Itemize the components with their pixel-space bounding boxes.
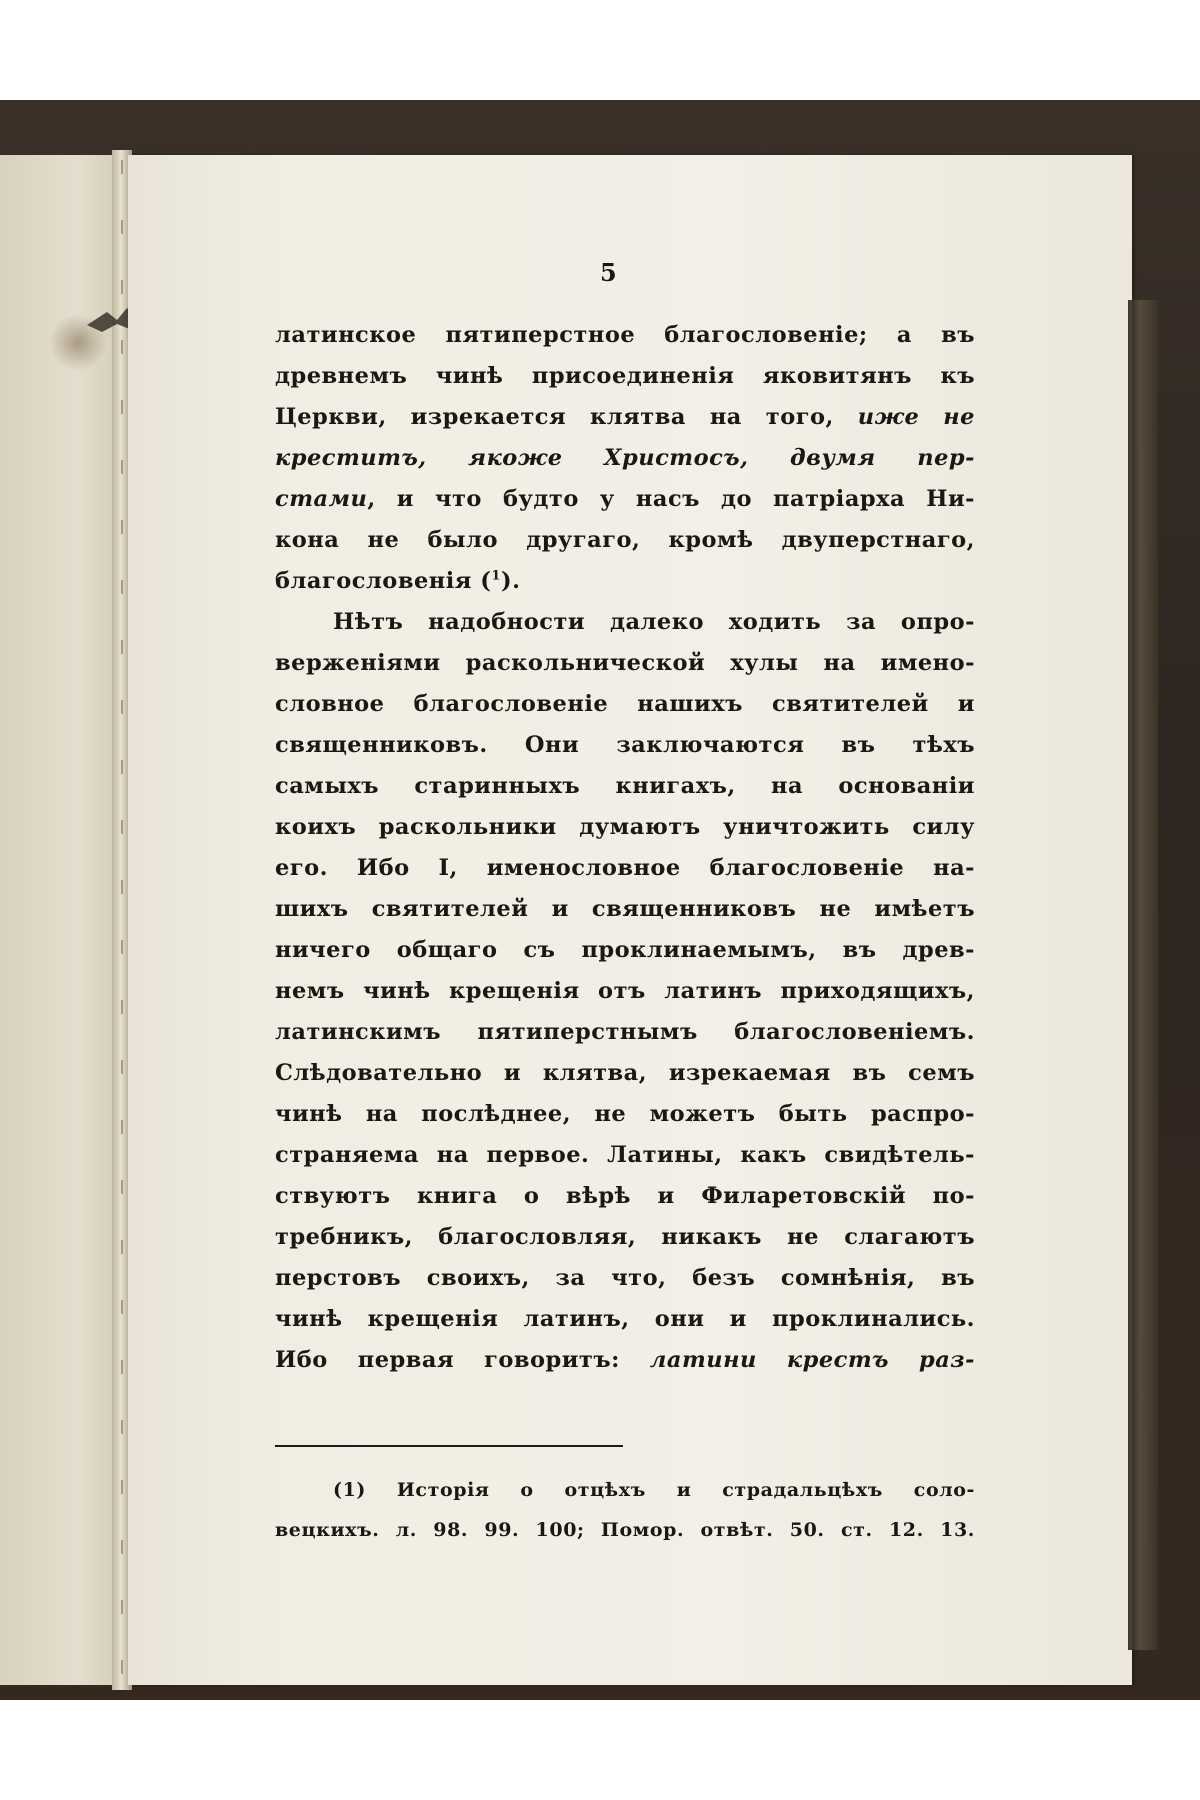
text-line [275,1135,975,1176]
text-line [275,684,975,725]
footnote-reference: 1 [491,568,501,584]
text-line [275,397,975,438]
text-line [275,1217,975,1258]
text-segment: Слѣдовательно и клятва, изрекаемая въ семъ [275,1060,975,1086]
text-line [275,1053,975,1094]
text-line [275,520,975,561]
text-segment: латинскимъ пятиперстнымъ благословеніемъ. [275,1019,975,1045]
text-segment: шихъ святителей и священниковъ не имѣетъ [275,896,975,922]
footnote-line: (1) Исторія о отцѣхъ и страдальцѣхъ соло- [333,1479,975,1501]
text-line [275,889,975,930]
text-line [275,930,975,971]
text-line [275,1094,975,1135]
italic-text-segment: креститъ, якоже Христосъ, двумя пер- [275,445,975,471]
body-text [275,315,975,1381]
text-line [275,561,975,602]
text-line [275,356,975,397]
text-segment: Нѣтъ надобности далеко ходить за опро- [333,609,975,635]
spine-stitching [121,160,123,1680]
text-segment: кона не было другаго, кромѣ двуперстнаго, [275,527,975,553]
text-line [275,1258,975,1299]
text-segment: чинѣ крещенія латинъ, они и проклинались. [275,1306,975,1332]
text-line [275,479,975,520]
text-line [275,807,975,848]
text-line [275,643,975,684]
text-segment: ствуютъ книга о вѣрѣ и Филаретовскій по- [275,1183,975,1209]
text-line [275,1012,975,1053]
text-segment: благословенія ( [275,568,492,594]
text-line [275,1340,975,1381]
text-segment: требникъ, благословляя, никакъ не слагаютъ [275,1224,975,1250]
page-edge-shadow [1128,300,1158,1650]
text-line [275,848,975,889]
text-segment: перстовъ своихъ, за что, безъ сомнѣнія, въ [275,1265,975,1291]
text-line [275,438,975,479]
text-segment: словное благословеніе нашихъ святителей и [275,691,975,717]
left-page [0,155,128,1685]
text-segment: страняема на первое. Латины, какъ свидѣтель- [275,1142,975,1168]
text-segment: самыхъ старинныхъ книгахъ, на основаніи [275,773,975,799]
text-segment: священниковъ. Они заключаются въ тѣхъ [275,732,975,758]
text-segment: , и что будто у насъ до патріарха Ни- [367,486,975,512]
text-segment: чинѣ на послѣднее, не можетъ быть распро- [275,1101,975,1127]
italic-text-segment: иже не [857,404,975,430]
text-line [275,1299,975,1340]
text-segment: Церкви, изрекается клятва на того, [275,404,858,430]
text-line [275,1176,975,1217]
text-segment: коихъ раскольники думаютъ уничтожить силу [275,814,975,840]
footnote [275,1470,975,1550]
text-segment: ). [500,568,521,594]
italic-text-segment: стами [275,486,368,512]
footnote-rule [275,1445,623,1447]
text-line [275,602,975,643]
text-segment: немъ чинѣ крещенія отъ латинъ приходящихъ, [275,978,975,1004]
text-line [275,315,975,356]
page-number: 5 [600,258,617,287]
text-segment: верженіями раскольнической хулы на имено- [275,650,975,676]
text-segment: Ибо первая говоритъ: [275,1347,650,1373]
footnote-line: вецкихъ. л. 98. 99. 100; Помор. отвѣт. 50. ст. 12. 13. [275,1519,975,1541]
text-segment: древнемъ чинѣ присоединенія яковитянъ къ [275,363,975,389]
italic-text-segment: латини крестъ раз- [649,1347,975,1373]
text-segment: латинское пятиперстное благословеніе; а въ [275,322,975,348]
text-line [275,971,975,1012]
text-line [275,766,975,807]
text-segment: его. Ибо I, именословное благословеніе на- [275,855,975,881]
text-line [275,725,975,766]
text-segment: ничего общаго съ проклинаемымъ, въ древ- [275,937,975,963]
